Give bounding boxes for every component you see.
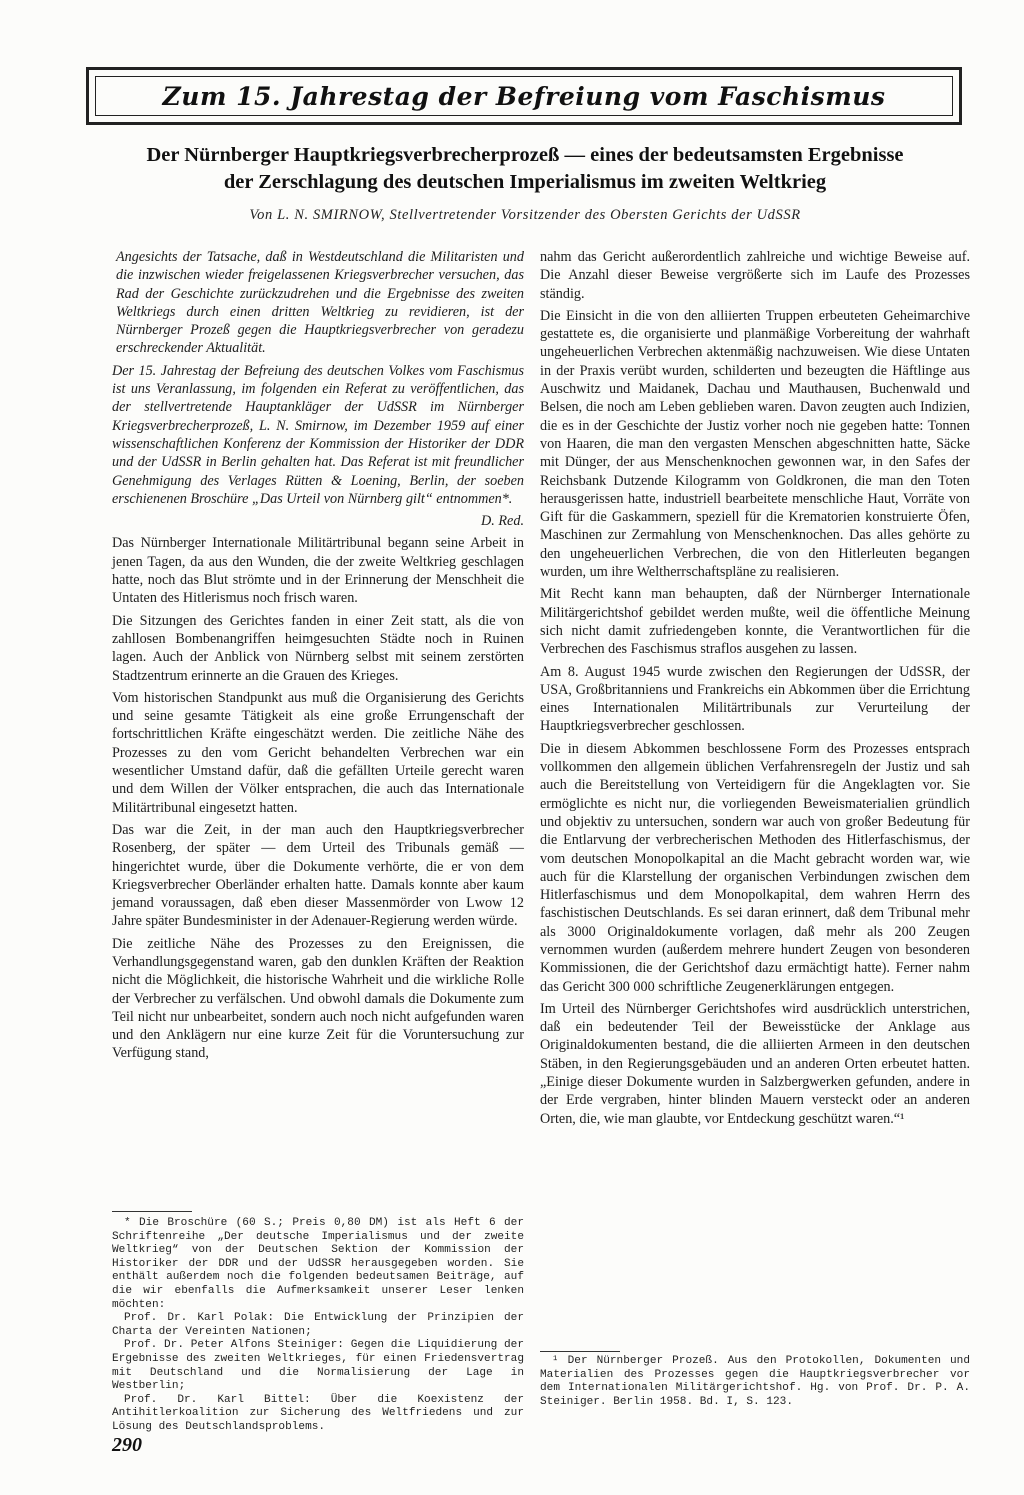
left-column bbox=[112, 248, 524, 1067]
banner-inner-frame bbox=[95, 76, 953, 116]
banner-title: Zum 15. Jahrestag der Befreiung vom Faschismus bbox=[162, 81, 886, 111]
body-paragraph: Die zeitliche Nähe des Prozesses zu den Ereignissen, die Verhandlungsgegenstand waren, gab den dunklen Kräften der Reaktion nicht die Möglichkeit, die historische Wahrheit und die wirkliche Rolle der Verbrecher zu verfälschen. Und obwohl damals die Dokumente zum Teil nicht nur unbearbeitet, sondern auch noch nicht aufgefunden waren und den Anklägern nur eine kurze Zeit für die Voruntersuchung zur Verfügung stand, bbox=[112, 935, 524, 1062]
footnote: Prof. Dr. Karl Bittel: Über die Koexistenz der Antihitlerkoalition zur Sicherung des Weltfriedens und zur Lösung des Deutschlandsproblems. bbox=[112, 1393, 524, 1433]
body-paragraph: Die Sitzungen des Gerichtes fanden in einer Zeit statt, als die von zahllosen Bombenangriffen heimgesuchten Städte noch in Ruinen lagen. Auch der Anblick von Nürnberg selbst mit seinem zerstörten Stadtzentrum erinnerte an die Grauen des Krieges. bbox=[112, 612, 524, 684]
intro-paragraph: Angesichts der Tatsache, daß in Westdeutschland die Militaristen und die inzwischen wieder freigelassenen Kriegsverbrecher versuchen, das Rad der Geschichte zurückzudrehen und die Ergebnisse des zweiten Weltkriegs durch einen dritten Weltkrieg zu revidieren, ist der Nürnberger Prozeß gegen die Hauptkriegsverbrecher von geradezu erschreckender Aktualität. bbox=[116, 249, 524, 357]
footnote: Prof. Dr. Peter Alfons Steiniger: Gegen die Liquidierung der Ergebnisse des zweiten Weltkrieges, für einen Friedensvertrag mit Deutschland und die Normalisierung der Lage in Westberlin; bbox=[112, 1339, 524, 1393]
body-paragraph: Mit Recht kann man behaupten, daß der Nürnberger Internationale Militärgerichtshof gebildet werden mußte, weil die öffentliche Meinung sich nicht damit zufriedengeben konnte, die Verantwortlichen für die Verbrechen des Faschismus straflos ausgehen zu lassen. bbox=[540, 586, 970, 658]
article-byline: Von L. N. SMIRNOW, Stellvertretender Vorsitzender des Obersten Gerichts der UdSSR bbox=[249, 207, 801, 223]
article-title bbox=[80, 142, 970, 196]
footnotes-left bbox=[112, 1217, 524, 1435]
body-paragraph: nahm das Gericht außerordentlich zahlreiche und wichtige Beweise auf. Die Anzahl dieser Beweise vergrößerte sich im Laufe des Prozesses ständig. bbox=[540, 249, 970, 302]
article-title-line-1: Der Nürnberger Hauptkriegsverbrecherprozeß — eines der bedeutsamsten Ergebnisse bbox=[146, 144, 904, 166]
body-paragraph: Vom historischen Standpunkt aus muß die Organisierung des Gerichts und seine gesamte Tätigkeit als eine große Errungenschaft der fortschrittlichen Kräfte eingeschätzt werden. Die zeitliche Nähe des Prozesses zu den vom Gericht behandelten Verbrechen war ein wesentlicher Umstand dafür, daß die gefällten Urteile gerecht waren und dem Willen der Völker entsprachen, die auch das Internationale Militärtribunal eingesetzt hatten. bbox=[112, 689, 524, 816]
footnote-divider bbox=[112, 1211, 192, 1212]
footnotes-right bbox=[540, 1355, 970, 1409]
anniversary-banner bbox=[86, 67, 962, 125]
footnote: * Die Broschüre (60 S.; Preis 0,80 DM) ist als Heft 6 der Schriftenreihe „Der deutsche Imperialismus und der zweite Weltkrieg“ von der Deutschen Sektion der Kommission der Historiker der DDR und der UdSSR herausgegeben worden. Sie enthält außerdem noch die folgenden bedeutsamen Beiträge, auf die wir ebenfalls die Aufmerksamkeit unserer Leser lenken möchten: bbox=[112, 1217, 524, 1311]
article-title-line-2: der Zerschlagung des deutschen Imperialismus im zweiten Weltkrieg bbox=[223, 171, 827, 193]
body-paragraph: Am 8. August 1945 wurde zwischen den Regierungen der UdSSR, der USA, Großbritanniens und Frankreichs ein Abkommen über die Errichtung eines Internationalen Militärtribunals zur Verurteilung der Hauptkriegsverbrecher geschlossen. bbox=[540, 663, 970, 735]
footnote-divider bbox=[540, 1351, 620, 1352]
footnote: Prof. Dr. Karl Polak: Die Entwicklung der Prinzipien der Charta der Vereinten Nationen; bbox=[112, 1312, 524, 1338]
editorial-signature: D. Red. bbox=[481, 513, 524, 530]
page-number: 290 bbox=[112, 1434, 142, 1456]
body-paragraph: Im Urteil des Nürnberger Gerichtshofes wird ausdrücklich unterstrichen, daß ein bedeutender Teil der Beweisstücke der Anklage aus Originaldokumenten bestand, die die alliierten Armeen in den deutschen Stäben, in den Regierungsgebäuden und an anderen Orten erbeutet hatten. „Einige dieser Dokumente wurden in Salzbergwerken gefunden, andere in der Erde vergraben, hinter blinden Mauern versteckt oder an anderen Orten, die, wie man glaubte, vor Entdeckung geschützt waren.“¹ bbox=[540, 1000, 970, 1127]
body-paragraph: Das Nürnberger Internationale Militärtribunal begann seine Arbeit in jenen Tagen, da aus den Wunden, die der zweite Weltkrieg geschlagen hatte, noch das Blut strömte und in der Erinnerung der Menschheit die Untaten des Hitlerismus noch frisch waren. bbox=[112, 535, 524, 607]
editorial-intro bbox=[112, 248, 524, 530]
intro-paragraph: Der 15. Jahrestag der Befreiung des deutschen Volkes vom Faschismus ist uns Veranlassung, im folgenden ein Referat zu veröffentlichen, das der stellvertretende Hauptankläger der UdSSR im Nürnberger Kriegsverbrecherprozeß, L. N. Smirnow, im Dezember 1959 auf einer wissenschaftlichen Konferenz der Kommission der Historiker der DDR und der UdSSR in Berlin gehalten hat. Das Referat ist mit freundlicher Genehmigung des Verlages Rütten & Loening, Berlin, der soeben erschienenen Broschüre „Das Urteil von Nürnberg gilt“ entnommen*. bbox=[112, 362, 524, 507]
footnote: ¹ Der Nürnberger Prozeß. Aus den Protokollen, Dokumenten und Materialien des Prozesses gegen die Hauptkriegsverbrecher vor dem Internationalen Militärgerichtshof. Hg. von Prof. Dr. P. A. Steiniger. Berlin 1958. Bd. I, S. 123. bbox=[540, 1355, 970, 1408]
body-paragraph: Das war die Zeit, in der man auch den Hauptkriegsverbrecher Rosenberg, der später — dem Urteil des Tribunals gemäß — hingerichtet wurde, über die Dokumente verhörte, die er von dem Kriegsverbrecher Oberländer erhalten hatte. Damals konnte aber kaum jemand voraussagen, daß eben dieser Massenmörder von Lwow 12 Jahre später Bundesminister in der Adenauer-Regierung werden würde. bbox=[112, 821, 524, 930]
body-paragraph: Die Einsicht in die von den alliierten Truppen erbeuteten Geheimarchive gestattete es, die organisierte und planmäßige Vorbereitung der wahrhaft ungeheuerlichen Verbrechen aktenmäßig nachzuweisen. Wie diese Untaten in der Praxis verübt wurden, schilderten und bezeugten die Häftlinge aus Auschwitz und Maidanek, Dachau und Mauthausen, Buchenwald und Belsen, die noch am Leben geblieben waren. Davon zeugten auch Indizien, die es in der Geschichte der Justiz vorher noch nie gegeben hatte: Tonnen von Haaren, die man den vergasten Menschen abgeschnitten hatte, Säcke mit Dünger, der aus Menschenknochen gewonnen war, in den Safes der Reichsbank Dutzende Kilogramm von Goldkronen, die man den Toten herausgerissen hatte, industriell bearbeitete menschliche Haut, Vorräte von Gift für die Gaskammern, speziell für die Krematorien konstruierte Öfen, Maschinen zur Zermahlung von Menschenknochen. Das alles gehörte zu den ungeheuerlichen Verbrechen, die von den Hitlerleuten begangen wurden, um ihre Weltherrschaftspläne zu realisieren. bbox=[540, 307, 970, 581]
right-column bbox=[540, 248, 970, 1132]
body-paragraph: Die in diesem Abkommen beschlossene Form des Prozesses entsprach vollkommen den allgemein üblichen Verfahrensregeln der Justiz und sah auch die Bereitstellung von Verteidigern für die Angeklagten vor. Sie ermöglichte es nicht nur, die vorliegenden Beweismaterialien gründlich und objektiv zu untersuchen, sondern war auch von großer Bedeutung für die Entlarvung der verbrecherischen Methoden des Hitlerfaschismus, der vom deutschen Monopolkapital an die Macht gebracht worden war, wie auch für die Klarstellung der organischen Verbindungen zwischen dem Hitlerfaschismus und dem Monopolkapital, dem wahren Herrn des faschistischen Deutschlands. Es sei daran erinnert, daß dem Tribunal mehr als 3000 Originaldokumente vorlagen, daß mehr als 200 Zeugen vernommen wurden (außerdem mehrere hundert Zeugen von besonderen Kommissionen, die der Gerichtshof dazu ermächtigt hatte). Ferner nahm das Gericht 300 000 schriftliche Zeugenerklärungen entgegen. bbox=[540, 740, 970, 995]
